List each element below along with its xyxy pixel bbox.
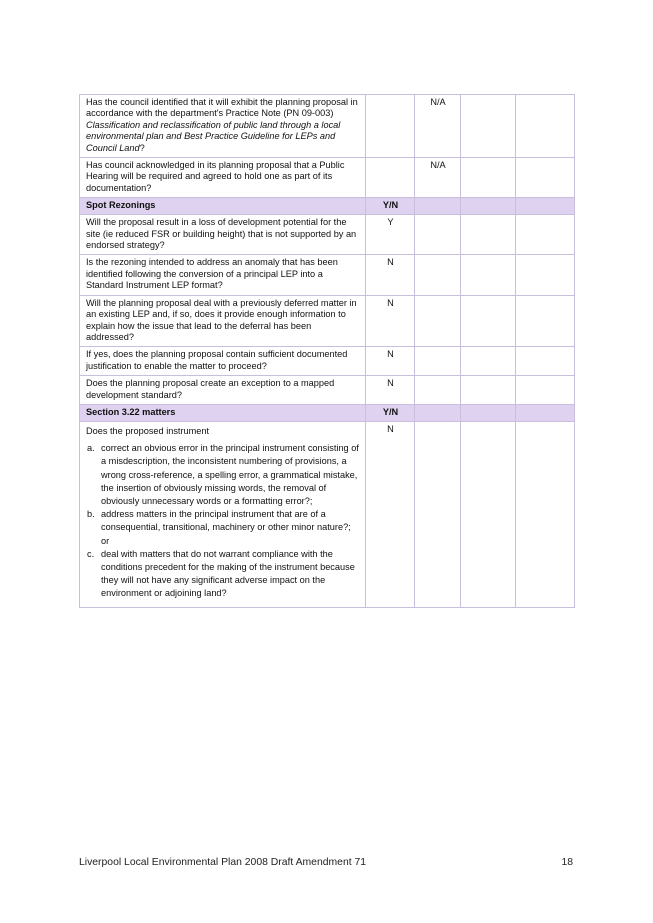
section-yn-label: Y/N [366,198,415,215]
question-cell: If yes, does the planning proposal contain sufficient documented justification to enable the matter to proceed? [80,347,366,376]
question-cell: Is the rezoning intended to address an anomaly that has been identified following the conversion of a principal LEP into a Standard Instrument LEP format? [80,255,366,295]
list-item-text: deal with matters that do not warrant compliance with the conditions precedent for the making of the instrument because they will not have any significant adverse impact on the environment or adjoining land? [101,548,355,599]
table-row [80,376,575,405]
empty-cell [516,376,575,405]
empty-cell [461,215,516,255]
list-item [86,548,360,601]
section-empty-cell [415,404,461,421]
empty-cell [415,255,461,295]
empty-cell [516,347,575,376]
question-text: Has the council identified that it will exhibit the planning proposal in accordance with the department's Practice Note (PN 09-003) [86,97,358,119]
empty-cell [461,255,516,295]
section-yn-label: Y/N [366,404,415,421]
list-marker: a. [87,443,95,454]
question-text-end: ? [139,142,145,153]
list-item [86,508,360,548]
section-header-row [80,198,575,215]
empty-cell [415,421,461,607]
empty-cell [461,95,516,158]
list-item-text: address matters in the principal instrument that are of a consequential, transitional, machinery or other minor nature?; or [101,509,351,546]
question-cell: Does the planning proposal create an exception to a mapped development standard? [80,376,366,405]
list-marker: b. [87,509,95,520]
list-item-text: correct an obvious error in the principal instrument consisting of a misdescription, the inconsistent numbering of provisions, a wrong cross-reference, a spelling error, a grammatical mistake, the insertion of obviously missing words, the removal of obviously unnecessary words or a formatting error?; [101,443,359,506]
answer-cell: N [366,421,415,607]
answer-cell: Y [366,215,415,255]
table-row [80,421,575,607]
answer-cell [366,95,415,158]
question-cell: Will the proposal result in a loss of development potential for the site (ie reduced FSR or building height) that is not supported by an endorsed strategy? [80,215,366,255]
footer-title: Liverpool Local Environmental Plan 2008 Draft Amendment 71 [79,857,367,868]
answer-cell: N [366,347,415,376]
empty-cell [516,215,575,255]
status-cell: N/A [415,158,461,198]
section-empty-cell [516,404,575,421]
list-item [86,442,360,508]
table-row [80,158,575,198]
answer-cell: N [366,295,415,347]
empty-cell [415,215,461,255]
empty-cell [461,158,516,198]
section-empty-cell [516,198,575,215]
question-cell: Will the planning proposal deal with a previously deferred matter in an existing LEP and, if so, does it provide enough information to explain how the issue that lead to the deferral has been addressed? [80,295,366,347]
empty-cell [516,95,575,158]
empty-cell [516,421,575,607]
question-cell [80,95,366,158]
empty-cell [415,295,461,347]
section-title: Spot Rezonings [80,198,366,215]
question-cell: Has council acknowledged in its planning proposal that a Public Hearing will be required and agreed to hold one as part of its documentation? [80,158,366,198]
question-cell [80,421,366,607]
answer-cell: N [366,376,415,405]
answer-cell [366,158,415,198]
section-title: Section 3.22 matters [80,404,366,421]
empty-cell [516,255,575,295]
empty-cell [415,347,461,376]
table-row [80,215,575,255]
empty-cell [516,158,575,198]
table-row [80,95,575,158]
list-marker: c. [87,548,95,559]
empty-cell [415,376,461,405]
section-header-row [80,404,575,421]
section-empty-cell [461,404,516,421]
table-row [80,255,575,295]
status-cell: N/A [415,95,461,158]
planning-checklist-table [79,94,575,608]
section-empty-cell [415,198,461,215]
empty-cell [461,347,516,376]
question-intro: Does the proposed instrument [86,425,210,436]
question-text-italic: Classification and reclassification of public land through a local environmental plan and Best Practice Guideline for LEPs and Council Land [86,119,341,153]
answer-cell: N [366,255,415,295]
empty-cell [461,376,516,405]
page-number: 18 [561,857,573,868]
criteria-list [86,442,360,600]
table-row [80,347,575,376]
empty-cell [461,421,516,607]
empty-cell [516,295,575,347]
empty-cell [461,295,516,347]
table-row [80,295,575,347]
section-empty-cell [461,198,516,215]
